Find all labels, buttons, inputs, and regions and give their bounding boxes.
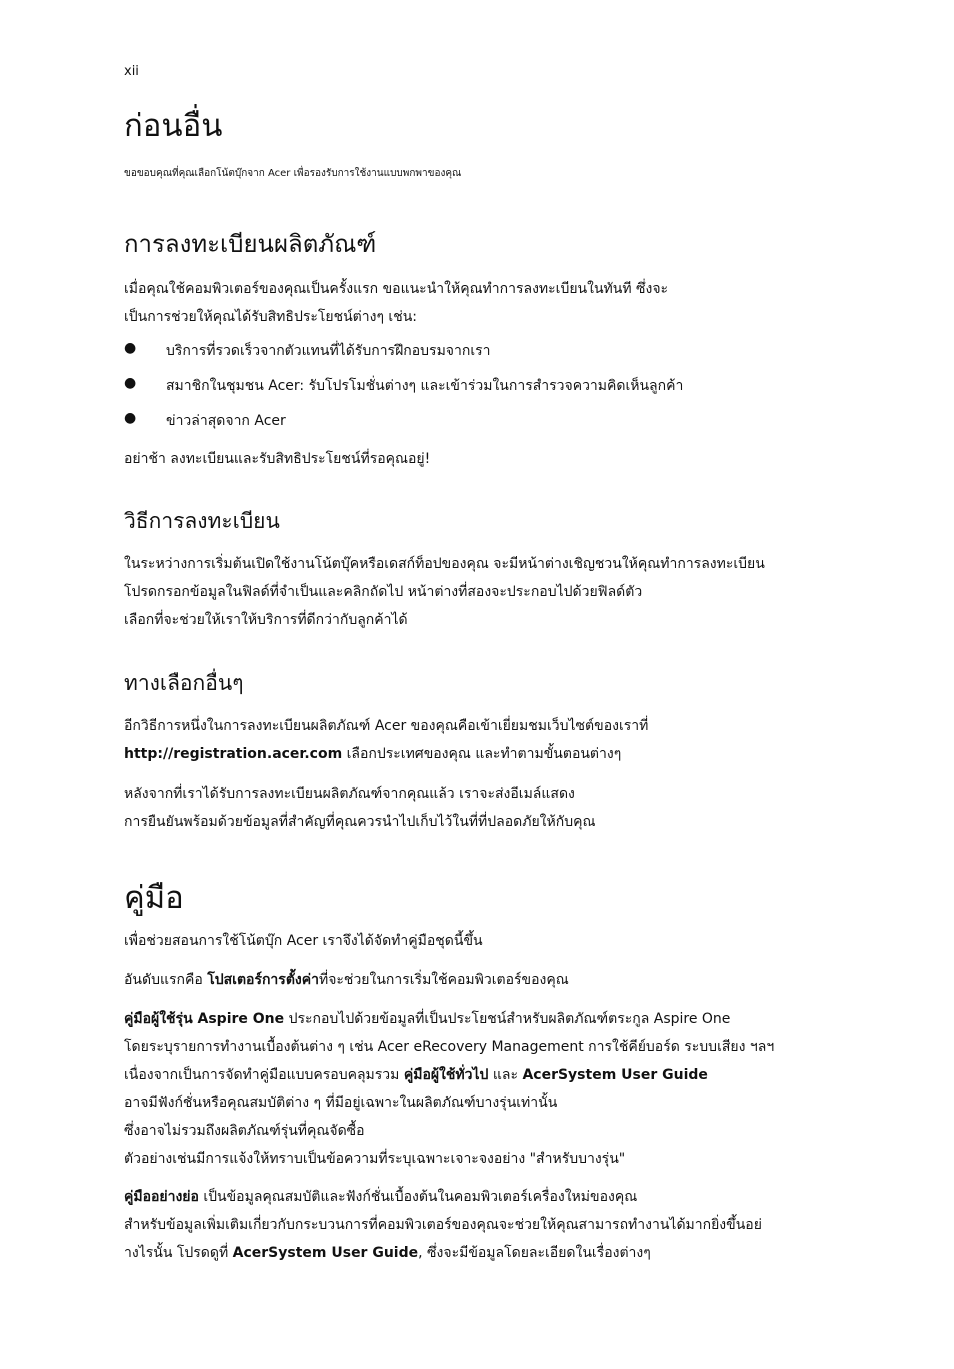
bullet-icon: ●: [124, 375, 137, 391]
manual-paragraph-3: [124, 1005, 774, 1173]
manual-line-2: [124, 966, 569, 994]
registration-closing: อย่าช้า ลงทะเบียนและรับสิทธิประโยชน์ที่รอคุณอยู่!: [124, 451, 431, 467]
registration-paragraph: [124, 275, 668, 331]
text-run: ประกอบไปด้วยข้อมูลที่เป็นประโยชน์สำหรับผลิตภัณฑ์ตระกูล Aspire One: [284, 1011, 731, 1027]
text-run: , ซึ่งจะมีข้อมูลโดยละเอียดในเรื่องต่างๆ: [418, 1245, 651, 1261]
page-number: xii: [124, 64, 139, 79]
intro-title: ก่อนอื่น: [124, 108, 223, 144]
text-run: เนื่องจากเป็นการจัดทำคู่มือแบบครอบคลุมรวม: [124, 1067, 404, 1083]
aspire-one-guide-label: คู่มือผู้ใช้รุ่น Aspire One: [124, 1011, 285, 1027]
registration-url-link[interactable]: http://registration.acer.com: [124, 746, 343, 762]
registration-title: การลงทะเบียนผลิตภัณฑ์: [124, 230, 377, 258]
text-line: [124, 1061, 774, 1089]
text-line: [124, 1239, 762, 1267]
text-line: สำหรับข้อมูลเพิ่มเติมเกี่ยวกับกระบวนการที่คอมพิวเตอร์ของคุณจะช่วยให้คุณสามารถทำงานได้มากยิ่งขึ้นอย่: [124, 1217, 762, 1233]
alternative-title: ทางเลือกอื่นๆ: [124, 671, 244, 695]
text-line: อีกวิธีการหนึ่งในการลงทะเบียนผลิตภัณฑ์ Acer ของคุณคือเข้าเยี่ยมชมเว็บไซต์ของเราที่: [124, 718, 649, 734]
alternative-paragraph-2: [124, 780, 595, 836]
bullet-item: สมาชิกในชุมชน Acer: รับโปรโมชั่นต่างๆ และเข้าร่วมในการสำรวจความคิดเห็นลูกค้า: [166, 378, 684, 394]
text-run: เลือกประเทศของคุณ และทำตามขั้นตอนต่างๆ: [342, 746, 622, 762]
general-guide-label: คู่มือผู้ใช้ทั่วไป: [403, 1067, 489, 1083]
text-line: โปรดกรอกข้อมูลในฟิลด์ที่จำเป็นและคลิกถัดไป หน้าต่างที่สองจะประกอบไปด้วยฟิลด์ตัว: [124, 584, 643, 600]
text-line: ในระหว่างการเริ่มต้นเปิดใช้งานโน้ตบุ๊คหรือเดสก์ท็อปของคุณ จะมีหน้าต่างเชิญชวนให้คุณทำการลงทะเบียน: [124, 556, 765, 572]
bullet-item: ข่าวล่าสุดจาก Acer: [166, 413, 286, 429]
text-line: [124, 1005, 774, 1033]
text-line: ตัวอย่างเช่นมีการแจ้งให้ทราบเป็นข้อความที่ระบุเฉพาะเจาะจงอย่าง "สำหรับบางรุ่น": [124, 1151, 626, 1167]
text-run: างไรนั้น โปรดดูที่: [124, 1245, 233, 1261]
text-line: โดยระบุรายการทำงานเบื้องต้นต่าง ๆ เช่น Acer eRecovery Management การใช้คีย์บอร์ด ระบบเสียง ฯลฯ: [124, 1039, 775, 1055]
text-run: ที่จะช่วยในการเริ่มใช้คอมพิวเตอร์ของคุณ: [318, 972, 569, 988]
text-run: อันดับแรกคือ: [124, 972, 208, 988]
intro-subtitle: ขอขอบคุณที่คุณเลือกโน้ตบุ๊กจาก Acer เพื่อรองรับการใช้งานแบบพกพาของคุณ: [124, 168, 462, 179]
text-line: เป็นการช่วยให้คุณได้รับสิทธิประโยชน์ต่างๆ เช่น:: [124, 309, 417, 325]
acersystem-guide-label: AcerSystem User Guide: [232, 1245, 419, 1261]
manual-line-1: เพื่อช่วยสอนการใช้โน้ตบุ๊ก Acer เราจึงได้จัดทำคู่มือชุดนี้ขึ้น: [124, 933, 483, 949]
manual-title: คู่มือ: [124, 880, 184, 916]
bullet-item: บริการที่รวดเร็วจากตัวแทนที่ได้รับการฝึกอบรมจากเรา: [166, 343, 491, 359]
how-to-title: วิธีการลงทะเบียน: [124, 509, 280, 533]
text-line: ซึ่งอาจไม่รวมถึงผลิตภัณฑ์รุ่นที่คุณจัดซื้อ: [124, 1123, 365, 1139]
acersystem-guide-label: AcerSystem User Guide: [522, 1067, 708, 1083]
bullet-icon: ●: [124, 410, 137, 426]
text-line: เมื่อคุณใช้คอมพิวเตอร์ของคุณเป็นครั้งแรก ขอแนะนำให้คุณทำการลงทะเบียนในทันที ซึ่งจะ: [124, 281, 669, 297]
text-line: การยืนยันพร้อมด้วยข้อมูลที่สำคัญที่คุณควรนำไปเก็บไว้ในที่ที่ปลอดภัยให้กับคุณ: [124, 814, 596, 830]
text-line: หลังจากที่เราได้รับการลงทะเบียนผลิตภัณฑ์จากคุณแล้ว เราจะส่งอีเมล์แสดง: [124, 786, 575, 802]
text-line: [124, 740, 648, 768]
text-line: อาจมีฟังก์ชั่นหรือคุณสมบัติต่าง ๆ ที่มีอยู่เฉพาะในผลิตภัณฑ์บางรุ่นเท่านั้น: [124, 1095, 558, 1111]
text-line: [124, 1183, 762, 1211]
manual-paragraph-4: [124, 1183, 762, 1267]
quick-guide-label: คู่มืออย่างย่อ: [124, 1189, 199, 1205]
text-run: และ: [488, 1067, 523, 1083]
how-to-paragraph: [124, 550, 765, 634]
bullet-icon: ●: [124, 340, 137, 356]
alternative-paragraph-1: [124, 712, 648, 768]
text-line: เลือกที่จะช่วยให้เราให้บริการที่ดีกว่ากับลูกค้าได้: [124, 612, 408, 628]
setup-poster-label: โปสเตอร์การตั้งค่า: [207, 972, 319, 988]
text-run: เป็นข้อมูลคุณสมบัติและฟังก์ชั่นเบื้องต้นในคอมพิวเตอร์เครื่องใหม่ของคุณ: [198, 1189, 638, 1205]
